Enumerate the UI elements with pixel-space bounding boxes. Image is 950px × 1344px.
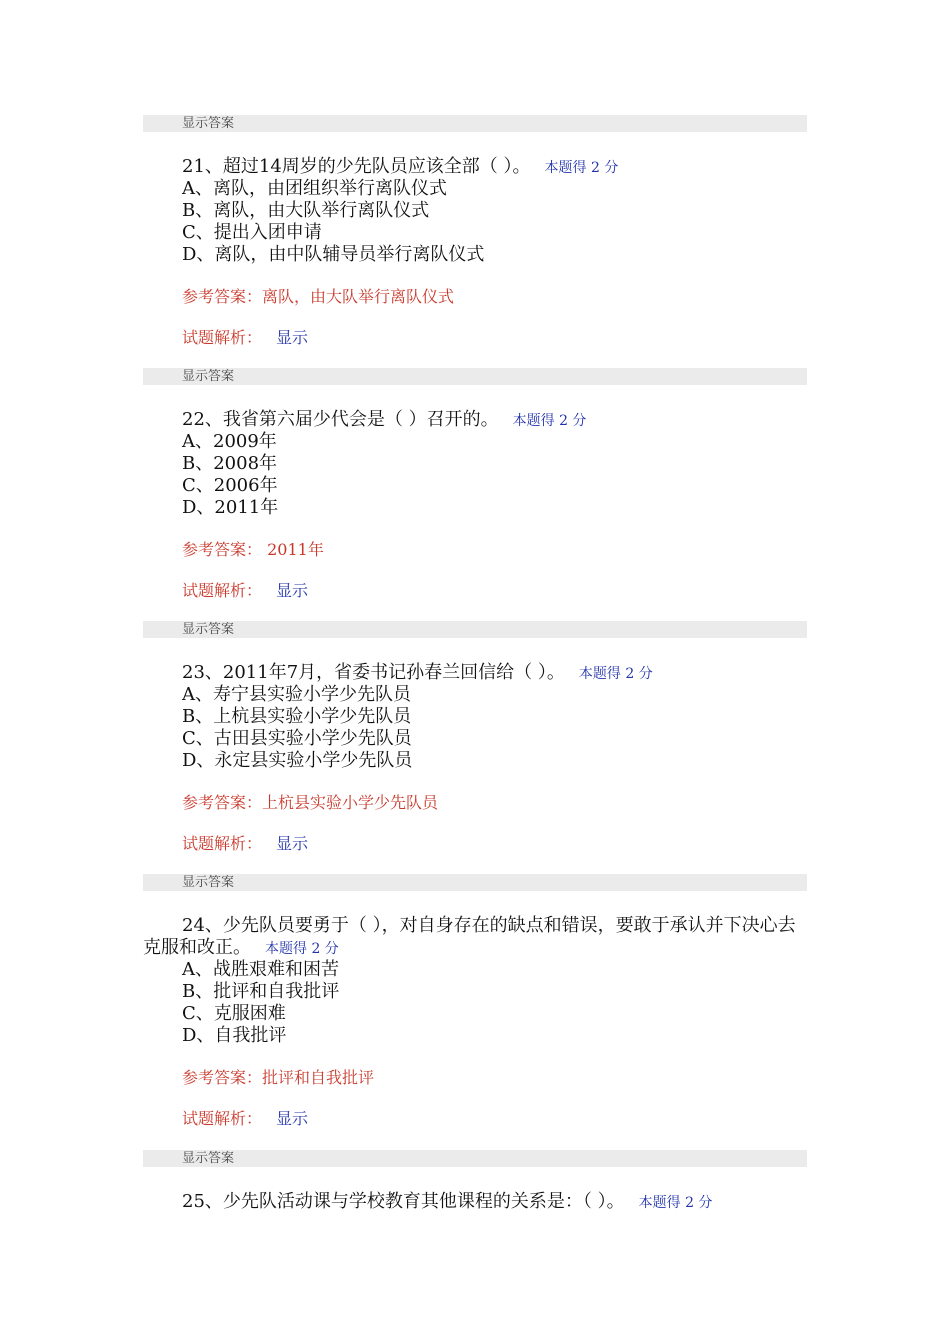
show-answer-label[interactable]: 显示答案 [182, 622, 235, 637]
option-c: C、克服困难 [182, 1003, 286, 1024]
reference-answer [182, 287, 454, 307]
analysis-label: 试题解析： [182, 834, 263, 853]
option-b: B、批评和自我批评 [182, 981, 340, 1002]
question-stem [143, 915, 807, 960]
option-b: B、离队，由大队举行离队仪式 [182, 200, 430, 221]
reference-answer [182, 1068, 374, 1088]
answer-value: 上杭县实验小学少先队员 [262, 793, 439, 812]
answer-label: 参考答案： [182, 287, 263, 306]
show-answer-label[interactable]: 显示答案 [182, 116, 235, 131]
question-text: 24、少先队员要勇于（ ），对自身存在的缺点和错误，要敢于承认并下决心去克服和改正。 [143, 915, 796, 958]
option-a: A、寿宁县实验小学少先队员 [182, 684, 411, 705]
answer-value: 批评和自我批评 [262, 1068, 375, 1087]
option-d: D、永定县实验小学少先队员 [182, 750, 413, 771]
question-stem [182, 662, 653, 685]
option-b: B、上杭县实验小学少先队员 [182, 706, 412, 727]
question-score: 本题得 2 分 [638, 1195, 713, 1211]
analysis-row [182, 581, 308, 601]
question-score: 本题得 2 分 [265, 941, 339, 957]
analysis-row [182, 1109, 308, 1129]
show-analysis-link[interactable]: 显示 [276, 581, 309, 600]
show-answer-bar[interactable] [143, 874, 807, 891]
answer-label: 参考答案： [182, 793, 263, 812]
question-stem [182, 156, 618, 179]
analysis-label: 试题解析： [182, 581, 263, 600]
show-analysis-link[interactable]: 显示 [276, 834, 309, 853]
question-text: 21、超过14周岁的少先队员应该全部（ ）。 [182, 156, 531, 177]
answer-label: 参考答案： [182, 1068, 263, 1087]
question-text: 25、少先队活动课与学校教育其他课程的关系是：（ ）。 [182, 1191, 625, 1212]
show-answer-bar[interactable] [143, 115, 807, 132]
reference-answer [182, 793, 438, 813]
analysis-row [182, 834, 308, 854]
show-analysis-link[interactable]: 显示 [276, 328, 309, 347]
question-score: 本题得 2 分 [578, 666, 653, 682]
show-answer-bar[interactable] [143, 368, 807, 385]
analysis-row [182, 328, 308, 348]
question-stem [182, 409, 586, 432]
option-d: D、离队，由中队辅导员举行离队仪式 [182, 244, 485, 265]
answer-value: 2011年 [262, 540, 324, 559]
option-a: A、离队，由团组织举行离队仪式 [182, 178, 447, 199]
show-answer-label[interactable]: 显示答案 [182, 875, 235, 890]
question-text: 23、2011年7月，省委书记孙春兰回信给（ ）。 [182, 662, 565, 683]
option-a: A、2009年 [182, 431, 277, 452]
question-score: 本题得 2 分 [512, 413, 587, 429]
option-c: C、2006年 [182, 475, 278, 496]
question-score: 本题得 2 分 [544, 160, 619, 176]
option-d: D、自我批评 [182, 1025, 287, 1046]
show-analysis-link[interactable]: 显示 [276, 1109, 309, 1128]
analysis-label: 试题解析： [182, 328, 263, 347]
question-stem [182, 1191, 712, 1214]
option-a: A、战胜艰难和困苦 [182, 959, 339, 980]
analysis-label: 试题解析： [182, 1109, 263, 1128]
show-answer-bar[interactable] [143, 621, 807, 638]
answer-value: 离队，由大队举行离队仪式 [262, 287, 455, 306]
answer-label: 参考答案： [182, 540, 263, 559]
show-answer-label[interactable]: 显示答案 [182, 1151, 235, 1166]
show-answer-label[interactable]: 显示答案 [182, 369, 235, 384]
option-b: B、2008年 [182, 453, 278, 474]
question-text: 22、我省第六届少代会是（ ）召开的。 [182, 409, 499, 430]
option-c: C、古田县实验小学少先队员 [182, 728, 412, 749]
option-d: D、2011年 [182, 497, 279, 518]
reference-answer [182, 540, 324, 560]
show-answer-bar[interactable] [143, 1150, 807, 1167]
option-c: C、提出入团申请 [182, 222, 322, 243]
